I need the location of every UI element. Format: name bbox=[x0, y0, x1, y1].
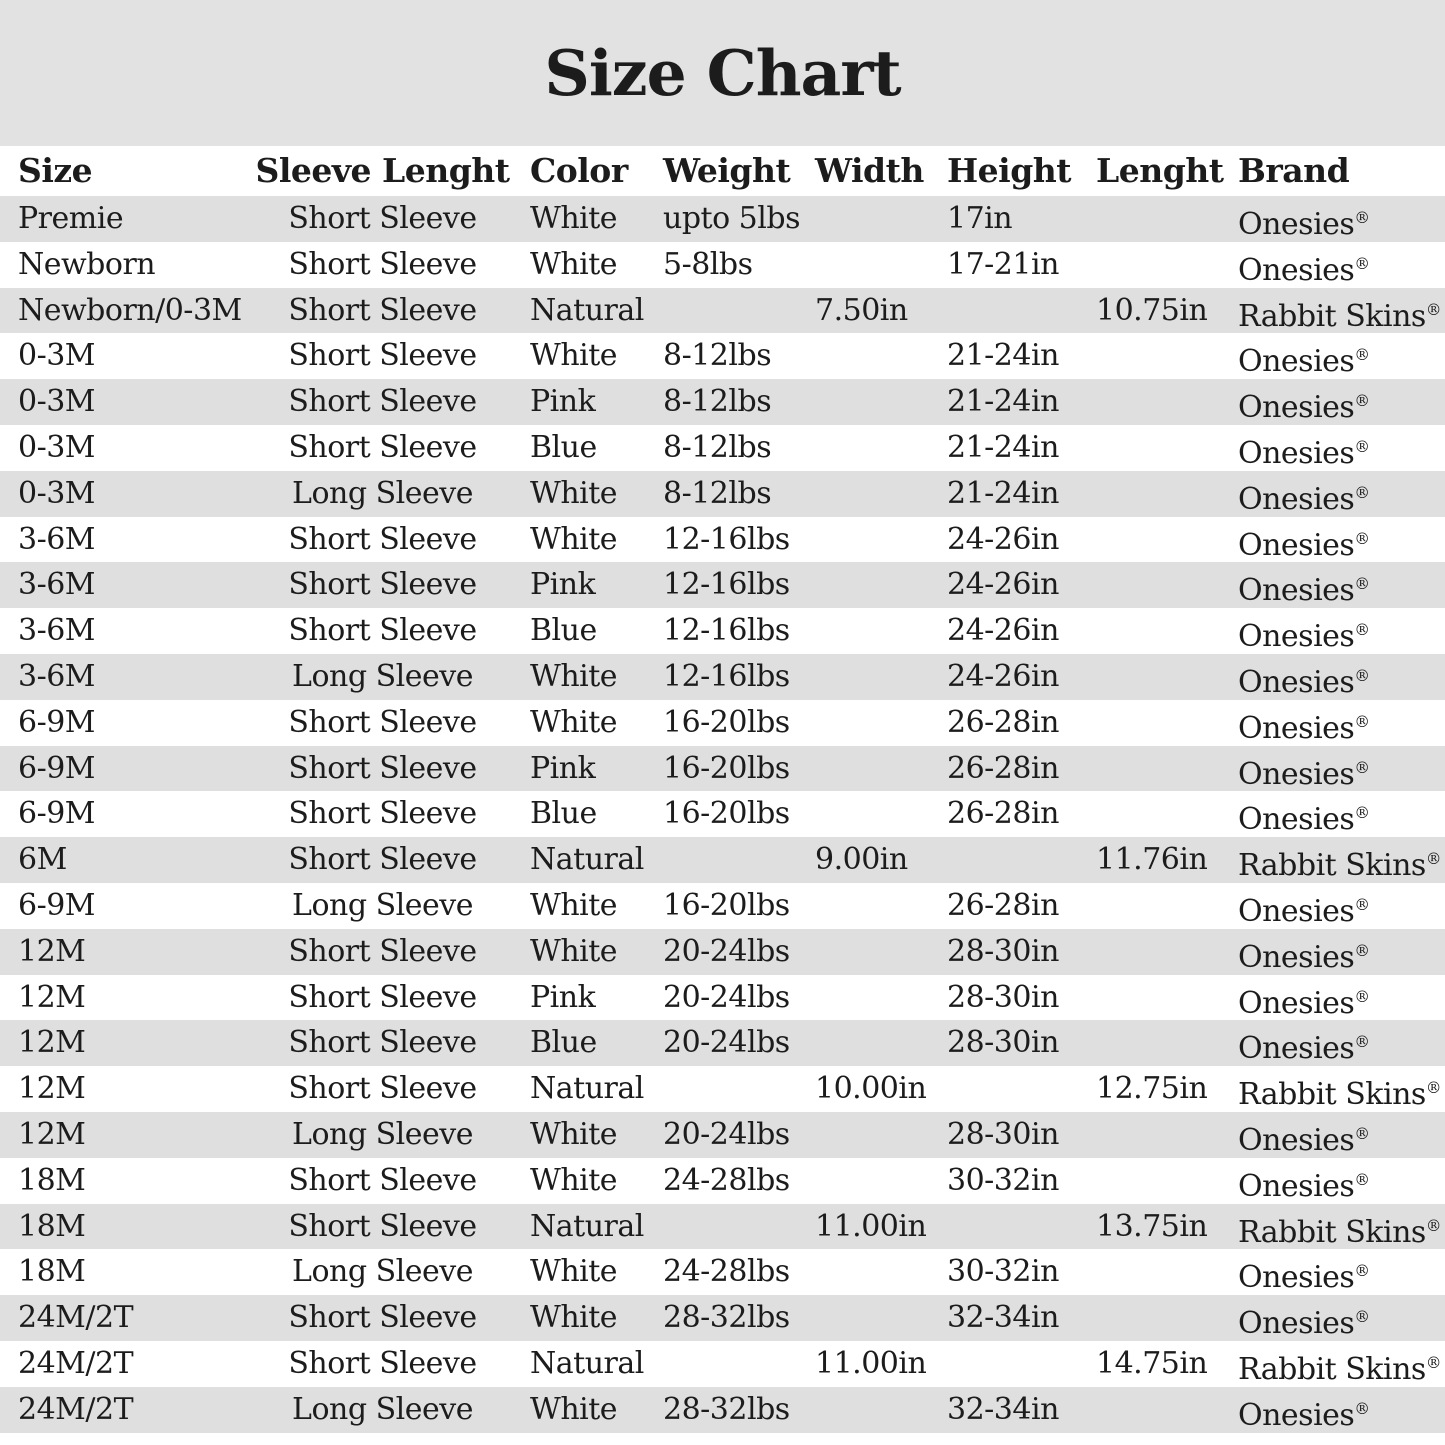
registered-trademark-symbol: ® bbox=[1425, 300, 1442, 319]
cell-lenght bbox=[1093, 1249, 1238, 1295]
cell-lenght bbox=[1093, 929, 1238, 975]
cell-brand: Onesies® bbox=[1238, 1260, 1370, 1296]
cell-size: 24M/2T bbox=[18, 1345, 134, 1381]
cell-size: 0-3M bbox=[18, 338, 96, 374]
cell-lenght bbox=[1093, 975, 1238, 1021]
registered-trademark-symbol: ® bbox=[1354, 437, 1370, 456]
registered-trademark-symbol: ® bbox=[1354, 1170, 1370, 1189]
cell-size: 3-6M bbox=[18, 567, 96, 603]
cell-color: White bbox=[530, 246, 618, 282]
cell-color: White bbox=[530, 201, 618, 236]
cell-sleeve: Short Sleeve bbox=[288, 1025, 477, 1061]
cell-sleeve: Long Sleeve bbox=[292, 1391, 473, 1427]
cell-size: 12M bbox=[18, 933, 86, 969]
page-title: Size Chart bbox=[544, 36, 901, 110]
cell-weight: 20-24lbs bbox=[663, 933, 790, 969]
cell-color: White bbox=[530, 1391, 618, 1427]
cell-height: 32-34in bbox=[947, 1391, 1059, 1427]
cell-brand: Onesies® bbox=[1238, 1122, 1370, 1158]
cell-sleeve: Short Sleeve bbox=[288, 704, 477, 740]
registered-trademark-symbol: ® bbox=[1354, 712, 1370, 731]
cell-weight: 20-24lbs bbox=[663, 1116, 790, 1152]
cell-weight: 28-32lbs bbox=[663, 1391, 790, 1427]
cell-height bbox=[947, 288, 1093, 334]
cell-color: Pink bbox=[530, 384, 596, 420]
cell-height: 28-30in bbox=[947, 979, 1059, 1015]
table-row bbox=[0, 562, 1445, 608]
registered-trademark-symbol: ® bbox=[1354, 621, 1370, 640]
cell-width: 11.00in bbox=[815, 1208, 927, 1244]
header-cell-height: Height bbox=[947, 151, 1072, 190]
cell-weight: upto 5lbs bbox=[663, 201, 800, 236]
registered-trademark-symbol: ® bbox=[1425, 1079, 1442, 1098]
cell-brand: Onesies® bbox=[1238, 1397, 1370, 1433]
cell-lenght bbox=[1093, 196, 1238, 242]
cell-height: 24-26in bbox=[947, 658, 1059, 694]
table-row bbox=[0, 242, 1445, 288]
cell-color: Natural bbox=[530, 292, 644, 328]
cell-size: 0-3M bbox=[18, 475, 96, 511]
cell-size: 24M/2T bbox=[18, 1391, 134, 1427]
registered-trademark-symbol: ® bbox=[1354, 529, 1370, 548]
cell-width bbox=[815, 791, 947, 837]
cell-width bbox=[815, 1112, 947, 1158]
cell-weight: 16-20lbs bbox=[663, 750, 790, 786]
cell-height: 28-30in bbox=[947, 1025, 1059, 1061]
table-row bbox=[0, 1158, 1445, 1204]
cell-width bbox=[815, 975, 947, 1021]
cell-lenght bbox=[1093, 791, 1238, 837]
cell-width bbox=[815, 471, 947, 517]
registered-trademark-symbol: ® bbox=[1354, 1033, 1370, 1052]
cell-lenght bbox=[1093, 746, 1238, 792]
registered-trademark-symbol: ® bbox=[1354, 346, 1370, 365]
table-row bbox=[0, 654, 1445, 700]
cell-color: White bbox=[530, 887, 618, 923]
cell-weight: 8-12lbs bbox=[663, 429, 772, 465]
cell-lenght bbox=[1093, 608, 1238, 654]
cell-lenght bbox=[1093, 1112, 1238, 1158]
cell-color: White bbox=[530, 933, 618, 969]
cell-color: Blue bbox=[530, 1025, 597, 1061]
cell-size: 3-6M bbox=[18, 521, 96, 557]
cell-weight: 24-28lbs bbox=[663, 1162, 790, 1198]
table-row bbox=[0, 333, 1445, 379]
cell-height: 28-30in bbox=[947, 1116, 1059, 1152]
cell-height bbox=[947, 1204, 1093, 1250]
cell-lenght bbox=[1093, 517, 1238, 563]
cell-width bbox=[815, 379, 947, 425]
cell-height: 32-34in bbox=[947, 1300, 1059, 1336]
cell-weight: 8-12lbs bbox=[663, 338, 772, 374]
cell-sleeve: Short Sleeve bbox=[288, 1345, 477, 1381]
registered-trademark-symbol: ® bbox=[1354, 987, 1370, 1006]
cell-weight: 8-12lbs bbox=[663, 384, 772, 420]
cell-size: 6-9M bbox=[18, 750, 96, 786]
cell-brand: Onesies® bbox=[1238, 344, 1370, 380]
cell-height: 24-26in bbox=[947, 567, 1059, 603]
cell-brand: Onesies® bbox=[1238, 207, 1370, 242]
cell-width: 11.00in bbox=[815, 1345, 927, 1381]
cell-weight: 16-20lbs bbox=[663, 887, 790, 923]
cell-height: 26-28in bbox=[947, 887, 1059, 923]
cell-lenght bbox=[1093, 700, 1238, 746]
cell-brand: Onesies® bbox=[1238, 1031, 1370, 1067]
header-cell-size: Size bbox=[18, 151, 93, 190]
cell-brand: Onesies® bbox=[1238, 1168, 1370, 1204]
cell-sleeve: Long Sleeve bbox=[292, 887, 473, 923]
cell-lenght bbox=[1093, 883, 1238, 929]
cell-size: 3-6M bbox=[18, 613, 96, 649]
registered-trademark-symbol: ® bbox=[1354, 804, 1370, 823]
cell-lenght bbox=[1093, 333, 1238, 379]
cell-size: 0-3M bbox=[18, 429, 96, 465]
cell-size: 12M bbox=[18, 1025, 86, 1061]
cell-weight: 8-12lbs bbox=[663, 475, 772, 511]
cell-height: 21-24in bbox=[947, 338, 1059, 374]
cell-color: Natural bbox=[530, 1345, 644, 1381]
cell-color: White bbox=[530, 704, 618, 740]
cell-brand: Onesies® bbox=[1238, 527, 1370, 563]
cell-color: White bbox=[530, 1300, 618, 1336]
cell-lenght bbox=[1093, 1295, 1238, 1341]
cell-width bbox=[815, 1387, 947, 1433]
registered-trademark-symbol: ® bbox=[1354, 254, 1370, 273]
cell-brand: Onesies® bbox=[1238, 252, 1370, 288]
cell-height: 17-21in bbox=[947, 246, 1059, 282]
cell-sleeve: Short Sleeve bbox=[288, 979, 477, 1015]
header-cell-color: Color bbox=[530, 151, 628, 190]
registered-trademark-symbol: ® bbox=[1425, 850, 1442, 869]
cell-color: Natural bbox=[530, 842, 644, 878]
table-row bbox=[0, 1204, 1445, 1250]
table-row bbox=[0, 1066, 1445, 1112]
cell-lenght bbox=[1093, 1387, 1238, 1433]
table-row bbox=[0, 471, 1445, 517]
cell-height: 30-32in bbox=[947, 1254, 1059, 1290]
registered-trademark-symbol: ® bbox=[1354, 392, 1370, 411]
table-row bbox=[0, 288, 1445, 334]
cell-width: 9.00in bbox=[815, 842, 908, 878]
cell-height: 21-24in bbox=[947, 384, 1059, 420]
cell-brand: Onesies® bbox=[1238, 710, 1370, 746]
table-row bbox=[0, 791, 1445, 837]
cell-height bbox=[947, 1066, 1093, 1112]
cell-sleeve: Short Sleeve bbox=[288, 842, 477, 878]
cell-size: 24M/2T bbox=[18, 1300, 134, 1336]
table-header-row bbox=[0, 146, 1445, 196]
cell-height: 21-24in bbox=[947, 475, 1059, 511]
cell-brand: Onesies® bbox=[1238, 985, 1370, 1021]
cell-width bbox=[815, 700, 947, 746]
cell-size: 12M bbox=[18, 979, 86, 1015]
cell-color: White bbox=[530, 1162, 618, 1198]
registered-trademark-symbol: ® bbox=[1354, 1262, 1370, 1281]
cell-width bbox=[815, 929, 947, 975]
cell-width: 10.00in bbox=[815, 1071, 927, 1107]
cell-width bbox=[815, 1249, 947, 1295]
cell-size: 18M bbox=[18, 1208, 86, 1244]
registered-trademark-symbol: ® bbox=[1354, 1399, 1370, 1418]
cell-size: 18M bbox=[18, 1254, 86, 1290]
cell-sleeve: Short Sleeve bbox=[288, 796, 477, 832]
cell-weight: 20-24lbs bbox=[663, 979, 790, 1015]
cell-width bbox=[815, 883, 947, 929]
cell-brand: Onesies® bbox=[1238, 802, 1370, 838]
cell-color: White bbox=[530, 338, 618, 374]
cell-lenght: 13.75in bbox=[1096, 1208, 1208, 1244]
cell-sleeve: Long Sleeve bbox=[292, 1254, 473, 1290]
footer-band bbox=[0, 1433, 1445, 1445]
cell-brand: Onesies® bbox=[1238, 939, 1370, 975]
table-row bbox=[0, 1249, 1445, 1295]
cell-sleeve: Short Sleeve bbox=[288, 1208, 477, 1244]
cell-width bbox=[815, 654, 947, 700]
table-row bbox=[0, 1112, 1445, 1158]
cell-sleeve: Short Sleeve bbox=[288, 338, 477, 374]
cell-weight: 12-16lbs bbox=[663, 613, 790, 649]
cell-height: 28-30in bbox=[947, 933, 1059, 969]
cell-brand: Onesies® bbox=[1238, 481, 1370, 517]
cell-brand: Rabbit Skins® bbox=[1238, 1214, 1442, 1250]
cell-width bbox=[815, 196, 947, 242]
header-cell-sleeve: Sleeve Lenght bbox=[255, 151, 510, 190]
cell-sleeve: Short Sleeve bbox=[288, 1071, 477, 1107]
table-row bbox=[0, 1341, 1445, 1387]
cell-height: 30-32in bbox=[947, 1162, 1059, 1198]
cell-brand: Onesies® bbox=[1238, 1306, 1370, 1342]
registered-trademark-symbol: ® bbox=[1354, 1308, 1370, 1327]
cell-color: White bbox=[530, 475, 618, 511]
header-cell-lenght: Lenght bbox=[1096, 151, 1224, 190]
table-row bbox=[0, 929, 1445, 975]
cell-sleeve: Short Sleeve bbox=[288, 1162, 477, 1198]
cell-weight: 12-16lbs bbox=[663, 521, 790, 557]
cell-weight bbox=[663, 288, 815, 334]
cell-sleeve: Short Sleeve bbox=[288, 1300, 477, 1336]
cell-brand: Onesies® bbox=[1238, 664, 1370, 700]
registered-trademark-symbol: ® bbox=[1354, 895, 1370, 914]
cell-height bbox=[947, 1341, 1093, 1387]
cell-weight: 28-32lbs bbox=[663, 1300, 790, 1336]
cell-width bbox=[815, 1020, 947, 1066]
cell-weight: 12-16lbs bbox=[663, 658, 790, 694]
cell-height: 26-28in bbox=[947, 796, 1059, 832]
cell-sleeve: Long Sleeve bbox=[292, 1116, 473, 1152]
cell-sleeve: Short Sleeve bbox=[288, 521, 477, 557]
cell-color: Pink bbox=[530, 750, 596, 786]
cell-color: White bbox=[530, 521, 618, 557]
registered-trademark-symbol: ® bbox=[1354, 1124, 1370, 1143]
cell-brand: Onesies® bbox=[1238, 573, 1370, 609]
cell-size: 6-9M bbox=[18, 887, 96, 923]
cell-color: Natural bbox=[530, 1071, 644, 1107]
cell-lenght bbox=[1093, 471, 1238, 517]
cell-size: 0-3M bbox=[18, 384, 96, 420]
cell-color: Natural bbox=[530, 1208, 644, 1244]
cell-color: Blue bbox=[530, 429, 597, 465]
cell-brand: Rabbit Skins® bbox=[1238, 848, 1442, 884]
cell-lenght bbox=[1093, 1020, 1238, 1066]
table-row bbox=[0, 837, 1445, 883]
table-row bbox=[0, 1295, 1445, 1341]
cell-brand: Onesies® bbox=[1238, 435, 1370, 471]
cell-color: White bbox=[530, 658, 618, 694]
cell-width bbox=[815, 746, 947, 792]
cell-lenght bbox=[1093, 242, 1238, 288]
cell-brand: Onesies® bbox=[1238, 619, 1370, 655]
cell-width bbox=[815, 425, 947, 471]
cell-color: Pink bbox=[530, 979, 596, 1015]
cell-width bbox=[815, 1158, 947, 1204]
table-row bbox=[0, 975, 1445, 1021]
cell-width bbox=[815, 333, 947, 379]
cell-weight: 16-20lbs bbox=[663, 796, 790, 832]
cell-color: Pink bbox=[530, 567, 596, 603]
cell-lenght bbox=[1093, 425, 1238, 471]
registered-trademark-symbol: ® bbox=[1354, 209, 1370, 227]
registered-trademark-symbol: ® bbox=[1354, 666, 1370, 685]
cell-color: White bbox=[530, 1254, 618, 1290]
cell-height: 26-28in bbox=[947, 750, 1059, 786]
cell-height: 17in bbox=[947, 201, 1013, 236]
cell-sleeve: Short Sleeve bbox=[288, 429, 477, 465]
header-cell-weight: Weight bbox=[663, 151, 791, 190]
cell-weight bbox=[663, 837, 815, 883]
cell-color: Blue bbox=[530, 796, 597, 832]
cell-brand: Rabbit Skins® bbox=[1238, 298, 1442, 334]
cell-sleeve: Short Sleeve bbox=[288, 613, 477, 649]
cell-sleeve: Short Sleeve bbox=[288, 292, 477, 328]
cell-sleeve: Short Sleeve bbox=[288, 384, 477, 420]
table-row bbox=[0, 425, 1445, 471]
header-cell-width: Width bbox=[815, 151, 924, 190]
cell-weight: 12-16lbs bbox=[663, 567, 790, 603]
cell-size: Premie bbox=[18, 201, 124, 236]
table-row bbox=[0, 196, 1445, 242]
cell-weight: 16-20lbs bbox=[663, 704, 790, 740]
cell-brand: Onesies® bbox=[1238, 756, 1370, 792]
cell-size: 12M bbox=[18, 1116, 86, 1152]
cell-width bbox=[815, 517, 947, 563]
cell-weight bbox=[663, 1066, 815, 1112]
cell-color: White bbox=[530, 1116, 618, 1152]
cell-size: 6-9M bbox=[18, 796, 96, 832]
cell-size: Newborn bbox=[18, 246, 156, 282]
cell-lenght bbox=[1093, 654, 1238, 700]
registered-trademark-symbol: ® bbox=[1354, 483, 1370, 502]
cell-brand: Rabbit Skins® bbox=[1238, 1351, 1442, 1387]
table-row bbox=[0, 379, 1445, 425]
cell-brand: Onesies® bbox=[1238, 893, 1370, 929]
cell-sleeve: Short Sleeve bbox=[288, 567, 477, 603]
cell-width bbox=[815, 242, 947, 288]
table-row bbox=[0, 746, 1445, 792]
registered-trademark-symbol: ® bbox=[1354, 758, 1370, 777]
header-cell-brand: Brand bbox=[1238, 151, 1350, 190]
cell-weight: 24-28lbs bbox=[663, 1254, 790, 1290]
registered-trademark-symbol: ® bbox=[1354, 575, 1370, 594]
cell-weight bbox=[663, 1204, 815, 1250]
cell-lenght bbox=[1093, 562, 1238, 608]
cell-lenght: 12.75in bbox=[1096, 1071, 1208, 1107]
cell-lenght bbox=[1093, 1158, 1238, 1204]
cell-size: 6-9M bbox=[18, 704, 96, 740]
cell-lenght bbox=[1093, 379, 1238, 425]
registered-trademark-symbol: ® bbox=[1354, 941, 1370, 960]
cell-height: 21-24in bbox=[947, 429, 1059, 465]
cell-weight: 20-24lbs bbox=[663, 1025, 790, 1061]
cell-height: 24-26in bbox=[947, 521, 1059, 557]
cell-color: Blue bbox=[530, 613, 597, 649]
table-body bbox=[0, 196, 1445, 1433]
cell-lenght: 14.75in bbox=[1096, 1345, 1208, 1381]
table-row bbox=[0, 517, 1445, 563]
cell-sleeve: Short Sleeve bbox=[288, 201, 477, 236]
table-row bbox=[0, 1020, 1445, 1066]
cell-height: 26-28in bbox=[947, 704, 1059, 740]
cell-width bbox=[815, 608, 947, 654]
cell-weight bbox=[663, 1341, 815, 1387]
cell-sleeve: Short Sleeve bbox=[288, 750, 477, 786]
table-row bbox=[0, 608, 1445, 654]
cell-sleeve: Short Sleeve bbox=[288, 246, 477, 282]
cell-lenght: 11.76in bbox=[1096, 842, 1208, 878]
cell-width bbox=[815, 562, 947, 608]
table-row bbox=[0, 883, 1445, 929]
cell-brand: Onesies® bbox=[1238, 390, 1370, 426]
cell-size: Newborn/0-3M bbox=[18, 292, 242, 328]
cell-sleeve: Long Sleeve bbox=[292, 475, 473, 511]
cell-size: 3-6M bbox=[18, 658, 96, 694]
cell-size: 6M bbox=[18, 842, 67, 878]
cell-width bbox=[815, 1295, 947, 1341]
cell-brand: Rabbit Skins® bbox=[1238, 1077, 1442, 1113]
registered-trademark-symbol: ® bbox=[1425, 1353, 1442, 1372]
cell-height: 24-26in bbox=[947, 613, 1059, 649]
cell-size: 18M bbox=[18, 1162, 86, 1198]
cell-weight: 5-8lbs bbox=[663, 246, 753, 282]
cell-sleeve: Long Sleeve bbox=[292, 658, 473, 694]
cell-lenght: 10.75in bbox=[1096, 292, 1208, 328]
cell-size: 12M bbox=[18, 1071, 86, 1107]
cell-height bbox=[947, 837, 1093, 883]
registered-trademark-symbol: ® bbox=[1425, 1216, 1442, 1235]
table-row bbox=[0, 1387, 1445, 1433]
cell-sleeve: Short Sleeve bbox=[288, 933, 477, 969]
table-row bbox=[0, 700, 1445, 746]
cell-width: 7.50in bbox=[815, 292, 908, 328]
